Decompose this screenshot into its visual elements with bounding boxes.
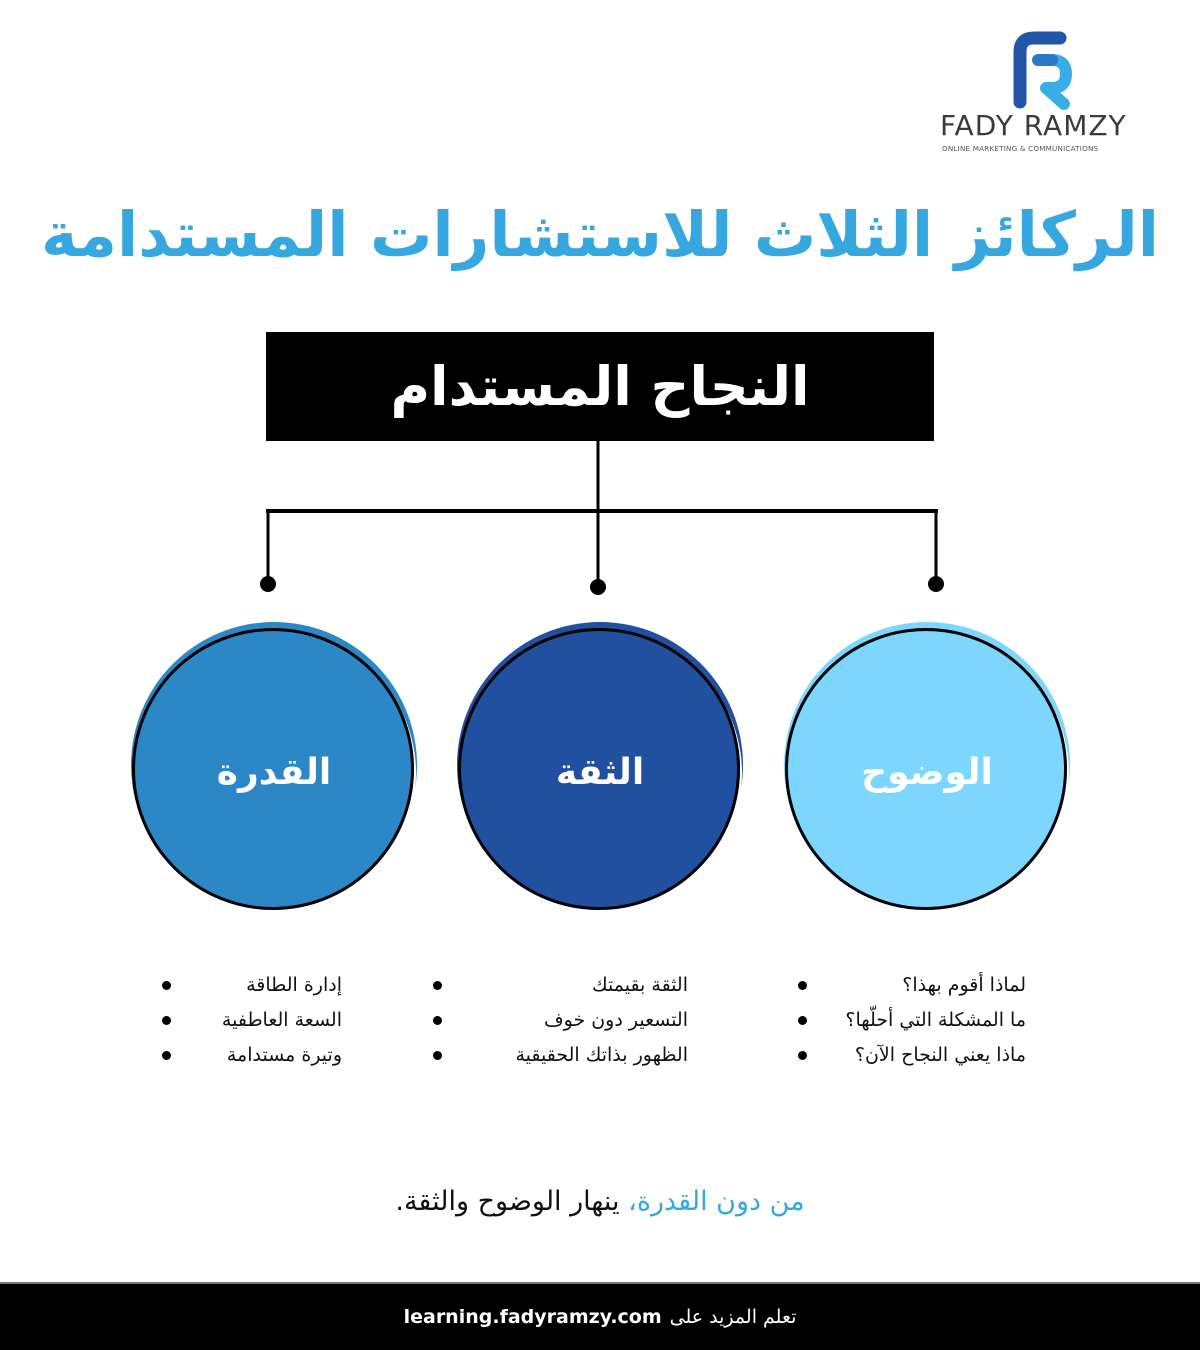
pillar-confidence-bullets [433,968,688,1073]
list-item: وتيرة مستدامة [162,1038,342,1073]
quote-text: ينهار الوضوح والثقة [403,1186,620,1217]
bullet-icon [162,1051,171,1060]
pillar-confidence [457,622,747,918]
list-item: إدارة الطاقة [162,968,342,1003]
bullet-icon [162,981,171,990]
root-node [266,332,934,441]
fr-monogram-icon [1012,30,1072,110]
connector-dot-left [260,576,276,592]
list-item: ماذا يعني النجاح الآن؟ [786,1038,1026,1073]
pillar-capacity [131,622,421,918]
list-item: الظهور بذاتك الحقيقية [433,1038,688,1073]
bullet-icon [798,1016,807,1025]
bullet-icon [433,981,442,990]
brand-logo [940,30,1150,160]
brand-name: FADY RAMZY [940,109,1127,142]
connector-dot-center [590,579,606,595]
root-node-label: النجاح المستدام [390,354,810,418]
list-item: الثقة بقيمتك [433,968,688,1003]
footer-bar [0,1282,1200,1350]
connector-dot-right [928,576,944,592]
list-item: ما المشكلة التي أحلّها؟ [786,1003,1026,1038]
quote-highlight: من دون القدرة، [628,1186,805,1217]
bullet-icon [798,981,807,990]
quote-period: . [395,1186,404,1217]
bullet-icon [433,1051,442,1060]
footer-link[interactable]: learning.fadyramzy.com [403,1306,662,1328]
brand-tagline: ONLINE MARKETING & COMMUNICATIONS [942,144,1099,153]
bullet-icon [433,1016,442,1025]
closing-quote [0,1186,1200,1217]
list-item: السعة العاطفية [162,1003,342,1038]
page-title: الركائز الثلاث للاستشارات المستدامة [40,198,1160,271]
pillar-label: الوضوح [861,751,993,793]
pillar-clarity [784,622,1074,918]
pillar-capacity-bullets [162,968,342,1073]
list-item: لماذا أقوم بهذا؟ [786,968,1026,1003]
pillar-label: القدرة [216,751,332,793]
pillar-clarity-bullets [786,968,1026,1073]
list-item: التسعير دون خوف [433,1003,688,1038]
bullet-icon [162,1016,171,1025]
bullet-icon [798,1051,807,1060]
pillar-label: الثقة [555,751,645,793]
footer-prefix: تعلم المزيد على [669,1306,797,1328]
